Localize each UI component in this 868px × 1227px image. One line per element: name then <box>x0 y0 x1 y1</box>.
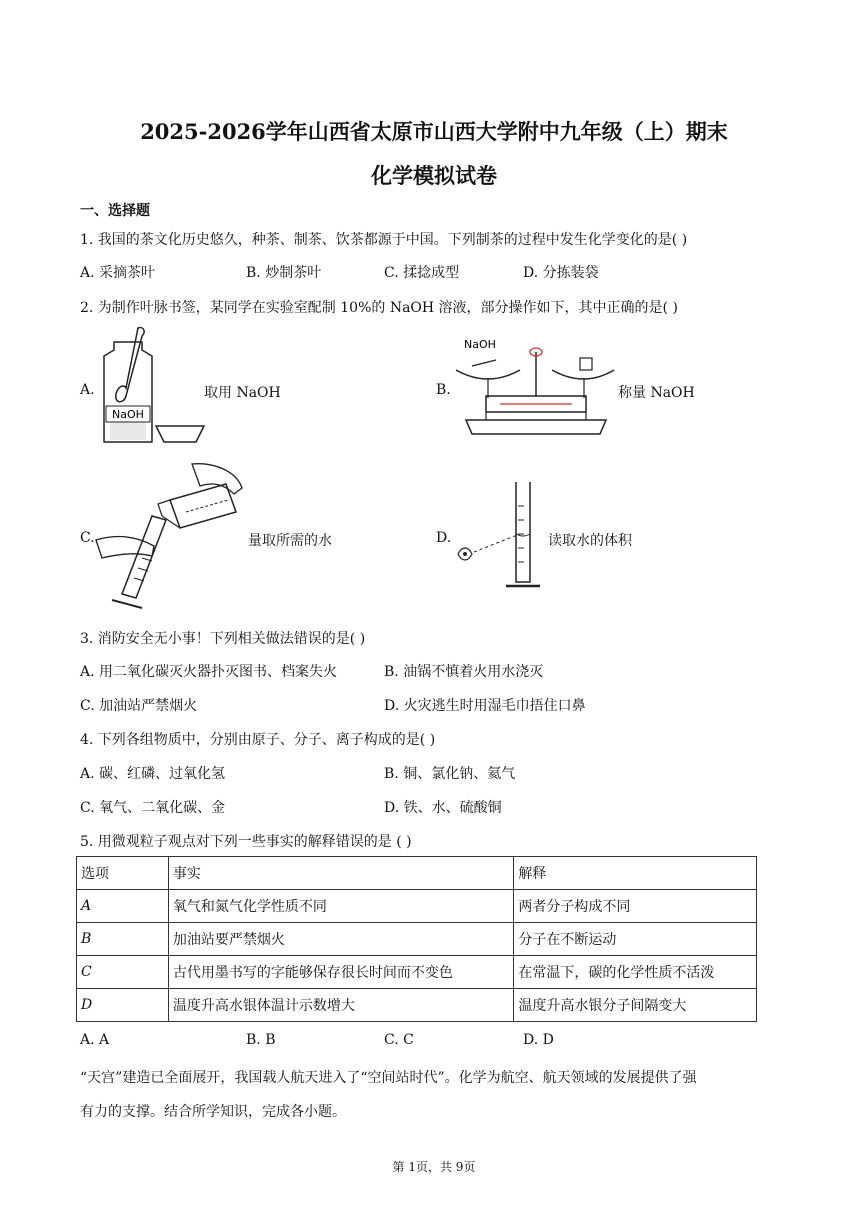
table-row <box>77 956 757 989</box>
table-cell: D <box>77 989 169 1022</box>
pouring-water-illustration <box>96 460 246 610</box>
q5-option-b: B. B <box>246 1032 276 1048</box>
q1-option-d: D. 分拣装袋 <box>523 265 599 281</box>
q4-option-d: D. 铁、水、硫酸铜 <box>384 800 502 816</box>
table-cell: 氧气和氮气化学性质不同 <box>168 890 513 923</box>
q5-option-c: C. C <box>384 1032 414 1048</box>
q2-option-c-letter: C. <box>80 530 95 546</box>
table-cell: 温度升高水银分子间隔变大 <box>514 989 757 1022</box>
table-cell: 两者分子构成不同 <box>514 890 757 923</box>
table-cell: 古代用墨书写的字能够保存很长时间而不变色 <box>168 956 513 989</box>
passage-line-2: 有力的支撑。结合所学知识，完成各小题。 <box>80 1104 346 1120</box>
section-heading: 一、选择题 <box>80 203 150 219</box>
passage-line-1: “天宫”建造已全面展开，我国载人航天进入了“空间站时代”。化学为航空、航天领域的发展提供了强 <box>80 1070 697 1086</box>
table-cell: B <box>77 923 169 956</box>
table-cell: A <box>77 890 169 923</box>
table-header-cell: 解释 <box>514 857 757 890</box>
q3-option-b: B. 油锅不慎着火用水浇灭 <box>384 664 544 680</box>
q2-option-a-letter: A. <box>80 382 95 398</box>
table-cell: 在常温下，碳的化学性质不活泼 <box>514 956 757 989</box>
q3-option-d: D. 火灾逃生时用湿毛巾捂住口鼻 <box>384 698 586 714</box>
q3-option-c: C. 加油站严禁烟火 <box>80 698 198 714</box>
q1-option-c: C. 揉捻成型 <box>384 265 460 281</box>
graduated-cylinder-illustration <box>454 476 550 592</box>
question-5-stem: 5. 用微观粒子观点对下列一些事实的解释错误的是 ( ) <box>80 834 412 850</box>
table-cell: 加油站要严禁烟火 <box>168 923 513 956</box>
page-footer: 第 1页，共 9页 <box>392 1160 476 1174</box>
q1-option-b: B. 炒制茶叶 <box>246 265 322 281</box>
question-4-stem: 4. 下列各组物质中，分别由原子、分子、离子构成的是( ) <box>80 732 436 748</box>
table-cell: C <box>77 956 169 989</box>
q5-option-a: A. A <box>80 1032 110 1048</box>
table-row <box>77 923 757 956</box>
q4-option-c: C. 氧气、二氧化碳、金 <box>80 800 226 816</box>
bottle-label: NaOH <box>112 408 144 421</box>
question-2-stem: 2. 为制作叶脉书签，某同学在实验室配制 10%的 NaOH 溶液，部分操作如下，其中正确的是( ) <box>80 300 678 316</box>
question-1-stem: 1. 我国的茶文化历史悠久，种茶、制茶、饮茶都源于中国。下列制茶的过程中发生化学变化的是( ) <box>80 232 688 248</box>
table-row <box>77 989 757 1022</box>
reagent-bottle-illustration <box>96 326 208 448</box>
table-header-cell: 事实 <box>168 857 513 890</box>
table-cell: 分子在不断运动 <box>514 923 757 956</box>
q2-option-b-letter: B. <box>436 382 451 398</box>
q2-option-d-letter: D. <box>436 530 452 546</box>
q2-option-d-caption: 读取水的体积 <box>548 533 632 549</box>
q5-table <box>76 856 757 1022</box>
table-cell: 温度升高水银体温计示数增大 <box>168 989 513 1022</box>
q2-option-b-caption: 称量 NaOH <box>618 385 695 401</box>
q2-option-c-caption: 量取所需的水 <box>248 533 332 549</box>
table-header-row <box>77 857 757 890</box>
q5-option-d: D. D <box>523 1032 554 1048</box>
pan-label: NaOH <box>464 338 496 351</box>
page-title-line1: 2025-2026学年山西省太原市山西大学附中九年级（上）期末 <box>140 119 728 144</box>
q2-option-a-caption: 取用 NaOH <box>204 385 281 401</box>
q1-option-a: A. 采摘茶叶 <box>80 265 156 281</box>
table-header-cell: 选项 <box>77 857 169 890</box>
q4-option-a: A. 碳、红磷、过氧化氢 <box>80 766 226 782</box>
table-row <box>77 890 757 923</box>
page-title-line2: 化学模拟试卷 <box>371 163 497 188</box>
q3-option-a: A. 用二氧化碳灭火器扑灭图书、档案失火 <box>80 664 338 680</box>
q4-option-b: B. 铜、氯化钠、氦气 <box>384 766 516 782</box>
question-3-stem: 3. 消防安全无小事！下列相关做法错误的是( ) <box>80 631 366 647</box>
balance-scale-illustration <box>456 334 616 444</box>
